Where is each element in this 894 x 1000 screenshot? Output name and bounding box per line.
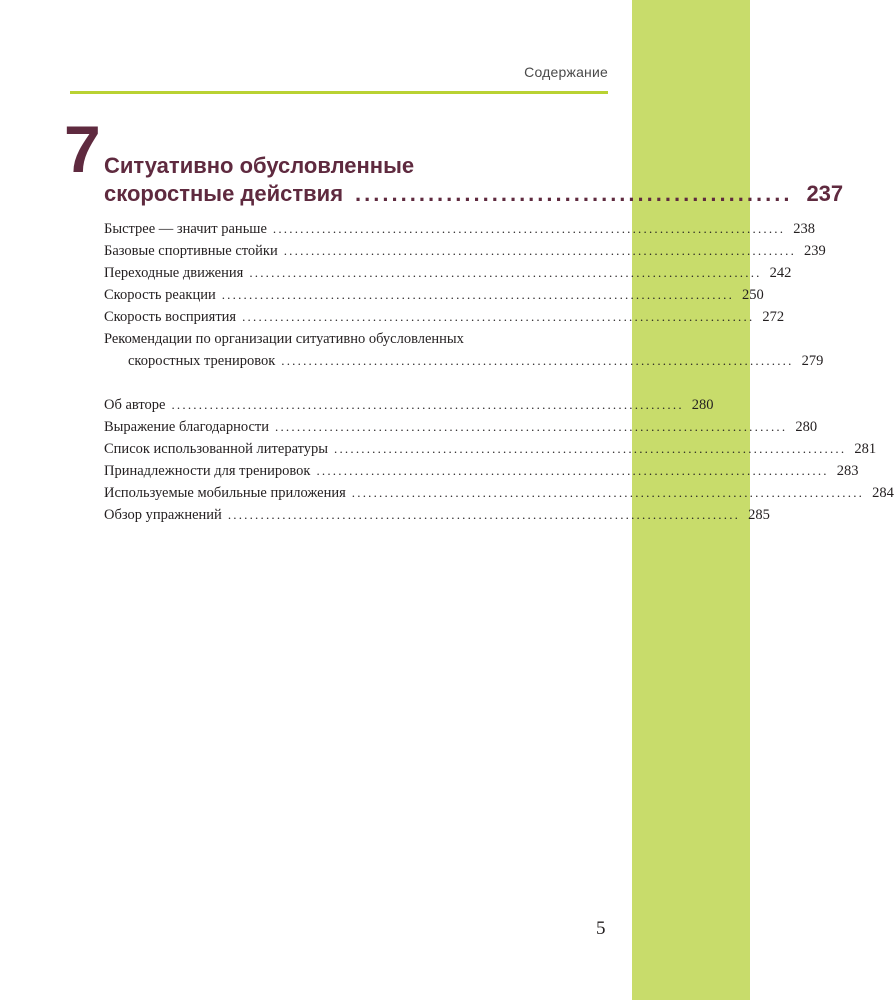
running-header: Содержание [524,64,608,80]
dot-leader: .............................................................................................. [171,397,684,412]
toc-entry-page: 285 [748,507,770,523]
toc-entry-multiline[interactable] [104,328,607,350]
toc-entry-title: Быстрее — значит раньше [104,221,267,237]
toc-entry-page: 283 [836,463,859,479]
toc-entry-title: Переходные движения [104,265,244,281]
dot-leader: .............................................................................................. [334,441,847,456]
dot-leader: .............................................................................................. [242,309,755,324]
chapter-page: 237 [806,181,844,206]
toc-entry[interactable] [104,394,714,416]
toc-entry-title: Об авторе [104,397,166,413]
dot-leader: .............................................................................................. [316,463,829,478]
chapter-number: 7 [64,112,101,186]
dot-leader: .............................................................................................. [221,287,735,302]
toc-entry[interactable] [104,284,764,306]
dot-leader: .............................................................................................. [249,265,762,280]
toc-entry-page: 281 [854,441,877,457]
toc-entry-page: 272 [762,309,785,325]
toc-entry-title: Список использованной литературы [104,441,329,457]
page-number: 5 [596,918,606,939]
toc-entry-title: Скорость реакции [104,287,216,303]
toc-entry-page: 250 [742,287,764,303]
toc-entry-continuation[interactable] [104,350,824,372]
toc-entry[interactable] [104,416,818,438]
toc-entry-page: 242 [769,265,792,281]
chapter-title-line2: скоростные действия [104,181,344,206]
toc-entry-title: Скорость восприятия [104,309,237,325]
toc-entry-page: 279 [801,353,824,369]
toc-entry-title-continuation: скоростных тренировок [128,353,276,369]
dot-leader: ................................................ [355,181,793,206]
toc-entry[interactable] [104,504,770,526]
dot-leader: .............................................................................................. [281,353,794,368]
toc-entry-page: 280 [691,397,714,413]
toc-entry[interactable] [104,460,859,482]
toc-entry-page: 280 [795,419,818,435]
dot-leader: .............................................................................................. [275,419,788,434]
chapter-title-line1: Ситуативно обусловленные [104,153,415,178]
toc-entry-title: Обзор упражнений [104,507,222,523]
toc-entry[interactable] [104,306,785,328]
toc-entry[interactable] [104,262,792,284]
toc-entry[interactable] [104,438,877,460]
toc-entry-page: 284 [872,485,894,501]
toc-entry-title: Принадлежности для тренировок [104,463,311,479]
chapter-title[interactable] [104,152,844,208]
toc-entry-title: Используемые мобильные приложения [104,485,346,501]
toc-entry[interactable] [104,240,826,262]
header-rule [70,91,608,94]
toc-entry[interactable] [104,482,894,504]
dot-leader: .............................................................................................. [272,221,786,236]
toc-group-back-matter [104,394,894,526]
dot-leader: .............................................................................................. [283,243,797,258]
toc-entry-title: Рекомендации по организации ситуативно обусловленных [104,331,464,347]
dot-leader: .............................................................................................. [351,485,865,500]
toc-group-chapter-sections [104,218,826,372]
dot-leader: .............................................................................................. [227,507,741,522]
toc-entry-title: Базовые спортивные стойки [104,243,278,259]
toc-entry[interactable] [104,218,815,240]
toc-entry-page: 239 [804,243,826,259]
toc-entry-page: 238 [793,221,815,237]
toc-entry-title: Выражение благодарности [104,419,270,435]
